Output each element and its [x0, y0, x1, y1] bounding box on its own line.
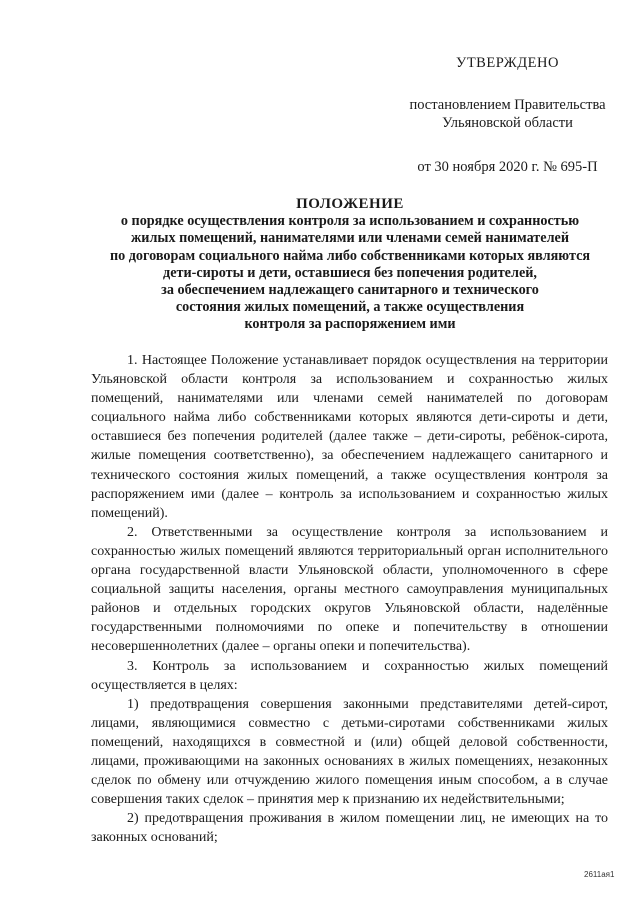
- footer-document-code: 2611ая1: [584, 870, 615, 879]
- title-main: ПОЛОЖЕНИЕ: [296, 196, 404, 212]
- paragraph-3-item-2: 2) предотвращения проживания в жилом помещении лиц, не имеющих на то законных оснований;: [91, 811, 608, 846]
- title-line: по договорам социального найма либо собственниками которых являются: [109, 247, 591, 264]
- paragraph-3: 3. Контроль за использованием и сохранностью жилых помещений осуществляется в целях:: [91, 658, 608, 693]
- paragraph-3-item-1: 1) предотвращения совершения законными представителями детей-сирот, лицами, являющимися совместно с детьми-сиротами собственниками жилых помещений, находящихся в совместной и (или) общей деловой собственности, лицами, проживающими на законных основаниях в жилых помещениях, незаконных сделок по обмену или отчуждению жилого помещения иным способом, а в случае совершения таких сделок – принятия мер к признанию их недействительными;: [91, 696, 608, 808]
- paragraph-2: 2. Ответственными за осуществление контроля за использованием и сохранностью жилых помещений являются территориальный орган исполнительного органа государственной власти Ульяновской области, уполномоченного в сфере социальной защиты населения, органы местного самоуправления муниципальных районов и отдельных городских округов Ульяновской области, наделённые государственными полномочиями по опеке и попечительству в отношении несовершеннолетних (далее – органы опеки и попечительства).: [91, 524, 608, 655]
- approval-block: [400, 54, 615, 176]
- document-body: [91, 351, 608, 847]
- title-line: состояния жилых помещений, а также осуществления: [175, 299, 525, 316]
- title-line: жилых помещений, нанимателями или членами семей нанимателей: [130, 230, 569, 247]
- approval-line-1: постановлением Правительства: [409, 97, 606, 113]
- approval-heading: УТВЕРЖДЕНО: [456, 55, 559, 71]
- title-line: о порядке осуществления контроля за использованием и сохранностью: [120, 213, 580, 230]
- title-line: дети-сироты и дети, оставшиеся без попечения родителей,: [163, 264, 537, 281]
- approval-line-2: Ульяновской области: [442, 115, 573, 131]
- title-line: за обеспечением надлежащего санитарного и технического: [161, 282, 539, 299]
- title-line: контроля за распоряжением ими: [244, 316, 456, 333]
- paragraph-1: 1. Настоящее Положение устанавливает порядок осуществления на территории Ульяновской области контроля за использованием и сохранностью жилых помещений, нанимателями или членами семей нанимателей по договорам социального найма либо собственниками которых являются дети-сироты и дети, оставшиеся без попечения родителей (далее также – дети-сироты, ребёнок-сирота, жилые помещения соответственно), за обеспечением надлежащего санитарного и технического состояния жилых помещений, а также осуществления контроля за распоряжением ими (далее – контроль за использованием и сохранностью жилых помещений).: [91, 353, 608, 521]
- document-title: [70, 196, 630, 334]
- approval-date: от 30 ноября 2020 г. № 695-П: [417, 159, 598, 175]
